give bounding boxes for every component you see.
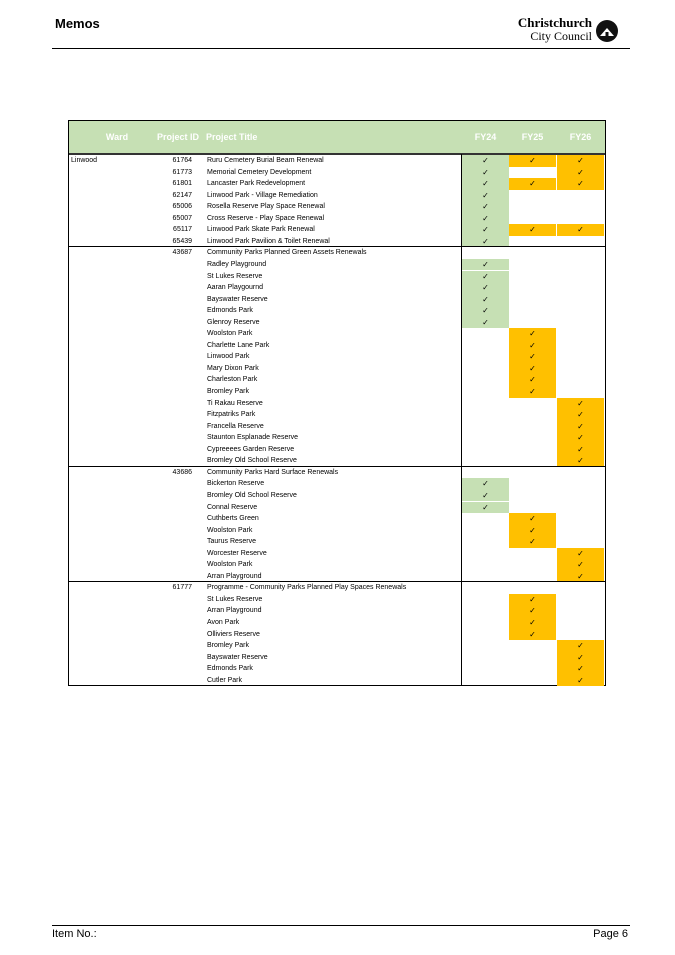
project-title-cell: Linwood Park - Village Remediation <box>207 191 318 199</box>
fy26-mark: ✓ <box>557 432 604 444</box>
project-title-cell: Ti Rakau Reserve <box>207 399 263 407</box>
project-id-cell: 65117 <box>173 226 192 234</box>
project-title-cell: Ruru Cemetery Burial Beam Renewal <box>207 157 324 164</box>
project-id-cell: 62147 <box>172 191 192 199</box>
project-title-cell: Bromley Park <box>207 388 250 395</box>
project-title-cell: St Lukes Reserve <box>207 595 263 603</box>
project-title-cell: Linwood Park Pavilion & Toilet Renewal <box>207 237 330 245</box>
table-header <box>69 121 605 153</box>
project-id-cell: 65007 <box>172 214 192 222</box>
col-project-title: Project Title <box>206 132 258 142</box>
project-title-cell: Community Parks Hard Surface Renewals <box>207 468 339 476</box>
council-logo <box>514 16 619 46</box>
fy26-mark: ✓ <box>557 640 604 652</box>
fy24-mark: ✓ <box>462 502 509 514</box>
fy25-mark: ✓ <box>509 178 556 190</box>
fy24-mark: ✓ <box>462 478 509 490</box>
fy26-mark: ✓ <box>557 155 604 167</box>
fy24-mark: ✓ <box>462 259 509 271</box>
project-id-cell: 43687 <box>172 249 192 257</box>
col-project-id: Project ID <box>157 132 200 142</box>
project-title-cell: Cuthberts Green <box>207 515 259 523</box>
fy25-mark: ✓ <box>509 629 556 641</box>
fy24-mark: ✓ <box>462 190 509 202</box>
fy26-mark: ✓ <box>557 398 604 410</box>
fy25-mark: ✓ <box>509 536 556 548</box>
project-title-cell: Arran Playground <box>207 572 262 580</box>
project-title-cell: Lancaster Park Redevelopment <box>207 180 306 188</box>
project-title-cell: Olliviers Reserve <box>207 630 260 638</box>
fy24-mark: ✓ <box>462 490 509 502</box>
fy24-mark: ✓ <box>462 167 509 179</box>
project-title-cell: Bayswater Reserve <box>207 653 268 661</box>
footer-rule <box>52 925 630 926</box>
project-title-cell: Radley Playground <box>207 260 267 268</box>
project-title-cell: Woolston Park <box>207 561 253 569</box>
fy26-mark: ✓ <box>557 548 604 560</box>
project-title-cell: Cypreeees Garden Reserve <box>207 445 295 453</box>
fy26-mark: ✓ <box>557 559 604 571</box>
project-title-cell: Worcester Reserve <box>207 549 267 557</box>
fy24-mark: ✓ <box>462 271 509 283</box>
fy26-mark: ✓ <box>557 455 604 467</box>
fy25-mark: ✓ <box>509 386 556 398</box>
project-title-cell: St Lukes Reserve <box>207 272 263 280</box>
col-ward: Ward <box>105 132 129 142</box>
fy24-mark: ✓ <box>462 282 509 294</box>
fy26-mark: ✓ <box>557 178 604 190</box>
project-title-cell: Francella Reserve <box>207 422 264 430</box>
project-title-cell: Bayswater Reserve <box>207 295 268 303</box>
logo-line1: Christchurch <box>517 15 592 30</box>
fy26-mark: ✓ <box>557 409 604 421</box>
cathedral-icon <box>595 19 619 43</box>
ward-cell: Linwood <box>71 157 98 164</box>
project-title-cell: Linwood Park <box>207 353 250 361</box>
fy26-mark: ✓ <box>557 167 604 179</box>
fy26-mark: ✓ <box>557 675 604 687</box>
fy25-mark: ✓ <box>509 351 556 363</box>
fy26-mark: ✓ <box>557 663 604 675</box>
item-number: Item No.: <box>52 928 97 940</box>
project-title-cell: Memorial Cemetery Development <box>207 168 312 176</box>
fy26-mark: ✓ <box>557 652 604 664</box>
project-title-cell: Glenroy Reserve <box>207 318 260 326</box>
col-fy25: FY25 <box>521 132 544 142</box>
fy26-mark: ✓ <box>557 421 604 433</box>
project-title-cell: Rosella Reserve Play Space Renewal <box>207 203 325 211</box>
fy25-mark: ✓ <box>509 374 556 386</box>
fy25-mark <box>509 167 556 179</box>
project-title-cell: Taurus Reserve <box>207 538 257 546</box>
fy25-mark: ✓ <box>509 605 556 617</box>
fy24-mark: ✓ <box>462 294 509 306</box>
fy26-mark: ✓ <box>557 224 604 236</box>
project-title-cell: Charleston Park <box>207 376 258 384</box>
header-rule <box>52 48 630 49</box>
project-id-cell: 61773 <box>172 168 192 176</box>
project-title-cell: Edmonds Park <box>207 307 253 315</box>
projects-table <box>68 120 606 686</box>
project-title-cell: Woolston Park <box>207 330 253 338</box>
col-fy26: FY26 <box>569 132 592 142</box>
fy25-mark: ✓ <box>509 328 556 340</box>
fy25-mark: ✓ <box>509 363 556 375</box>
project-id-cell: 43686 <box>172 468 192 476</box>
fy24-mark: ✓ <box>462 155 509 167</box>
project-title-cell: Arran Playground <box>207 607 262 615</box>
project-title-cell: Charlette Lane Park <box>207 341 270 349</box>
fy26-mark: ✓ <box>557 444 604 456</box>
project-id-cell: 61764 <box>172 157 192 164</box>
fy26-mark: ✓ <box>557 571 604 583</box>
project-title-cell: Bromley Park <box>207 642 250 650</box>
project-title-cell: Connal Reserve <box>207 503 258 511</box>
fy25-mark: ✓ <box>509 513 556 525</box>
fy25-mark: ✓ <box>509 525 556 537</box>
project-title-cell: Bickerton Reserve <box>207 480 265 488</box>
project-id-cell: 61777 <box>172 584 192 592</box>
project-title-cell: Programme - Community Parks Planned Play Spaces Renewals <box>207 584 407 592</box>
page-number: Page 6 <box>593 928 628 940</box>
project-id-cell: 65439 <box>172 237 192 245</box>
project-id-cell: 61801 <box>172 180 192 188</box>
project-title-cell: Staunton Esplanade Reserve <box>207 434 299 442</box>
fy24-mark: ✓ <box>462 317 509 329</box>
page-title: Memos <box>55 16 100 31</box>
project-title-cell: Aaran Playgournd <box>207 284 264 292</box>
project-title-cell: Linwood Park Skate Park Renewal <box>207 226 315 234</box>
project-title-cell: Cross Reserve - Play Space Renewal <box>207 214 325 222</box>
logo-line2: City Council <box>530 29 592 43</box>
project-title-cell: Avon Park <box>207 619 240 626</box>
project-title-cell: Woolston Park <box>207 526 253 534</box>
project-id-cell: 65006 <box>172 203 192 211</box>
fy25-mark: ✓ <box>509 340 556 352</box>
fy24-mark: ✓ <box>462 178 509 190</box>
project-title-cell: Bromley Old School Reserve <box>207 457 297 465</box>
fy24-mark: ✓ <box>462 201 509 213</box>
project-title-cell: Fitzpatriks Park <box>207 411 256 419</box>
fy25-mark: ✓ <box>509 617 556 629</box>
project-title-cell: Bromley Old School Reserve <box>207 491 297 499</box>
fy25-mark: ✓ <box>509 224 556 236</box>
fy25-mark: ✓ <box>509 594 556 606</box>
project-title-cell: Community Parks Planned Green Assets Renewals <box>207 249 367 257</box>
project-title-cell: Edmonds Park <box>207 665 253 673</box>
fy24-mark: ✓ <box>462 213 509 225</box>
project-title-cell: Cutler Park <box>207 676 243 684</box>
fy24-mark: ✓ <box>462 305 509 317</box>
fy24-mark: ✓ <box>462 236 509 248</box>
project-title-cell: Mary Dixon Park <box>207 364 259 372</box>
col-fy24: FY24 <box>474 132 497 142</box>
fy25-mark: ✓ <box>509 155 556 167</box>
fy24-mark: ✓ <box>462 224 509 236</box>
